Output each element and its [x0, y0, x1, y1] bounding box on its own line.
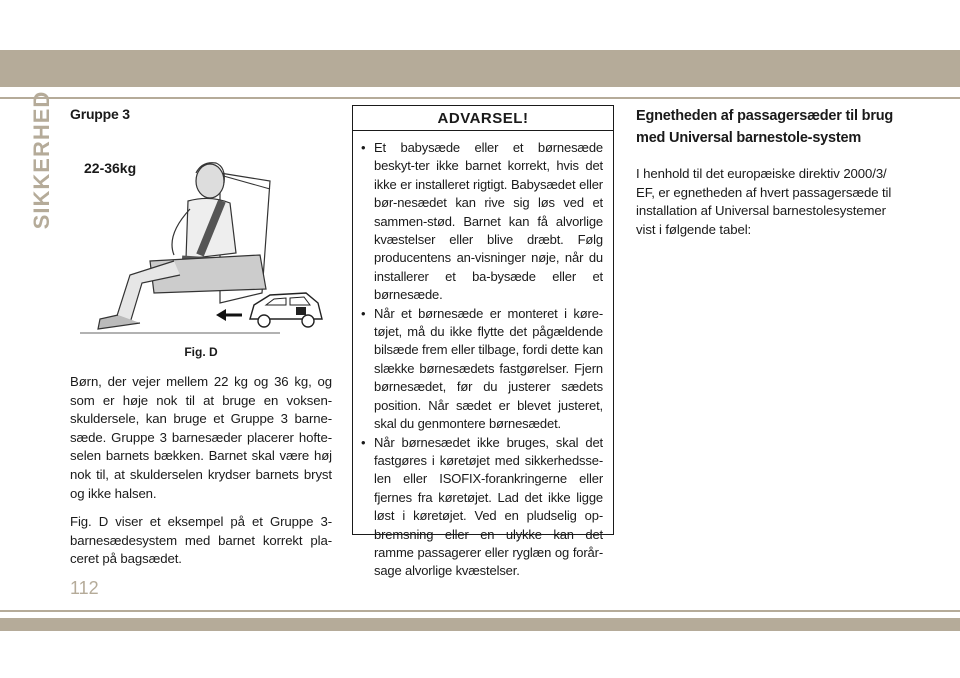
footer-band — [0, 618, 960, 631]
car-icon — [250, 293, 322, 327]
footer-rule — [0, 610, 960, 612]
header-rule — [0, 97, 960, 99]
paragraph-suitability: I henhold til det europæiske direktiv 2000/3/ EF, er egnetheden af hvert passagersæde til installation af Universal barnestolesystemer vist i følgende tabel: — [636, 166, 892, 237]
child-booster-seat-illustration — [70, 143, 332, 343]
paragraph-group-3-description: Børn, der vejer mellem 22 kg og 36 kg, og som er høje nok til at bruge en voksen-skuldersele, kan bruge et Gruppe 3 barne-sæde. Gruppe 3 barnesæder placerer hofte-selen barnets bækken. Barnet skal være høj nok til, at skulderselen krydser barnets bryst og ikke halsen. — [70, 374, 332, 501]
header-band — [0, 50, 960, 87]
figure-d — [70, 143, 332, 343]
figure-caption: Fig. D — [184, 345, 218, 359]
warning-item: • Når børnesædet ikke bruges, skal det fastgøres i køretøjet med sikkerhedsse-len eller ISOFIX-forankringerne eller fjernes fra køretøjet. Lad det ikke ligge løst i køretøjet. Ved en pludselig op-bremsning eller en ulykke kan det ramme passagerer eller ryglæn og forår-sage alvorlige kvæstelser. — [361, 434, 603, 581]
right-column — [636, 105, 906, 239]
figure-weight-label: 22-36kg — [84, 160, 137, 176]
warning-list — [353, 131, 613, 581]
left-column — [70, 105, 332, 569]
section-tab — [29, 90, 54, 230]
warning-item: • Et babysæde eller et børnesæde beskyt-ter ikke barnet korrekt, hvis det ikke er installeret rigtigt. Babysædet eller bør-nesædet kan rive sig løs ved et sammen-stød. Barnet kan få alvorlige kvæstelser eller blive dræbt. Følg producentens an-visninger nøje, når du installerer et ba-bysæde eller et børnesæde. — [361, 139, 603, 305]
page-number: 112 — [70, 578, 99, 598]
warning-box — [352, 105, 614, 579]
warning-column — [352, 105, 616, 579]
section-tab-label: SIKKERHED — [29, 90, 54, 230]
warning-title: ADVARSEL! — [353, 106, 613, 131]
section-heading-gruppe-3: Gruppe 3 — [70, 106, 130, 122]
paragraph-figure-reference: Fig. D viser et eksempel på et Gruppe 3-barnesædesystem med barnet korrekt pla-ceret på bagsædet. — [70, 514, 332, 567]
section-heading-suitability: Egnetheden af passagersæder til brug med Universal barnestole-system — [636, 108, 894, 146]
warning-item: • Når et børnesæde er monteret i køre-tøjet, må du ikke flytte det pågældende bilsæde frem eller tilbage, fordi dette kan slække børnesædets fastgørelser. Fjern børnesædet, før du justerer sædets position. Når sædet er blevet justeret, skal du genmontere børnesædet. — [361, 305, 603, 434]
